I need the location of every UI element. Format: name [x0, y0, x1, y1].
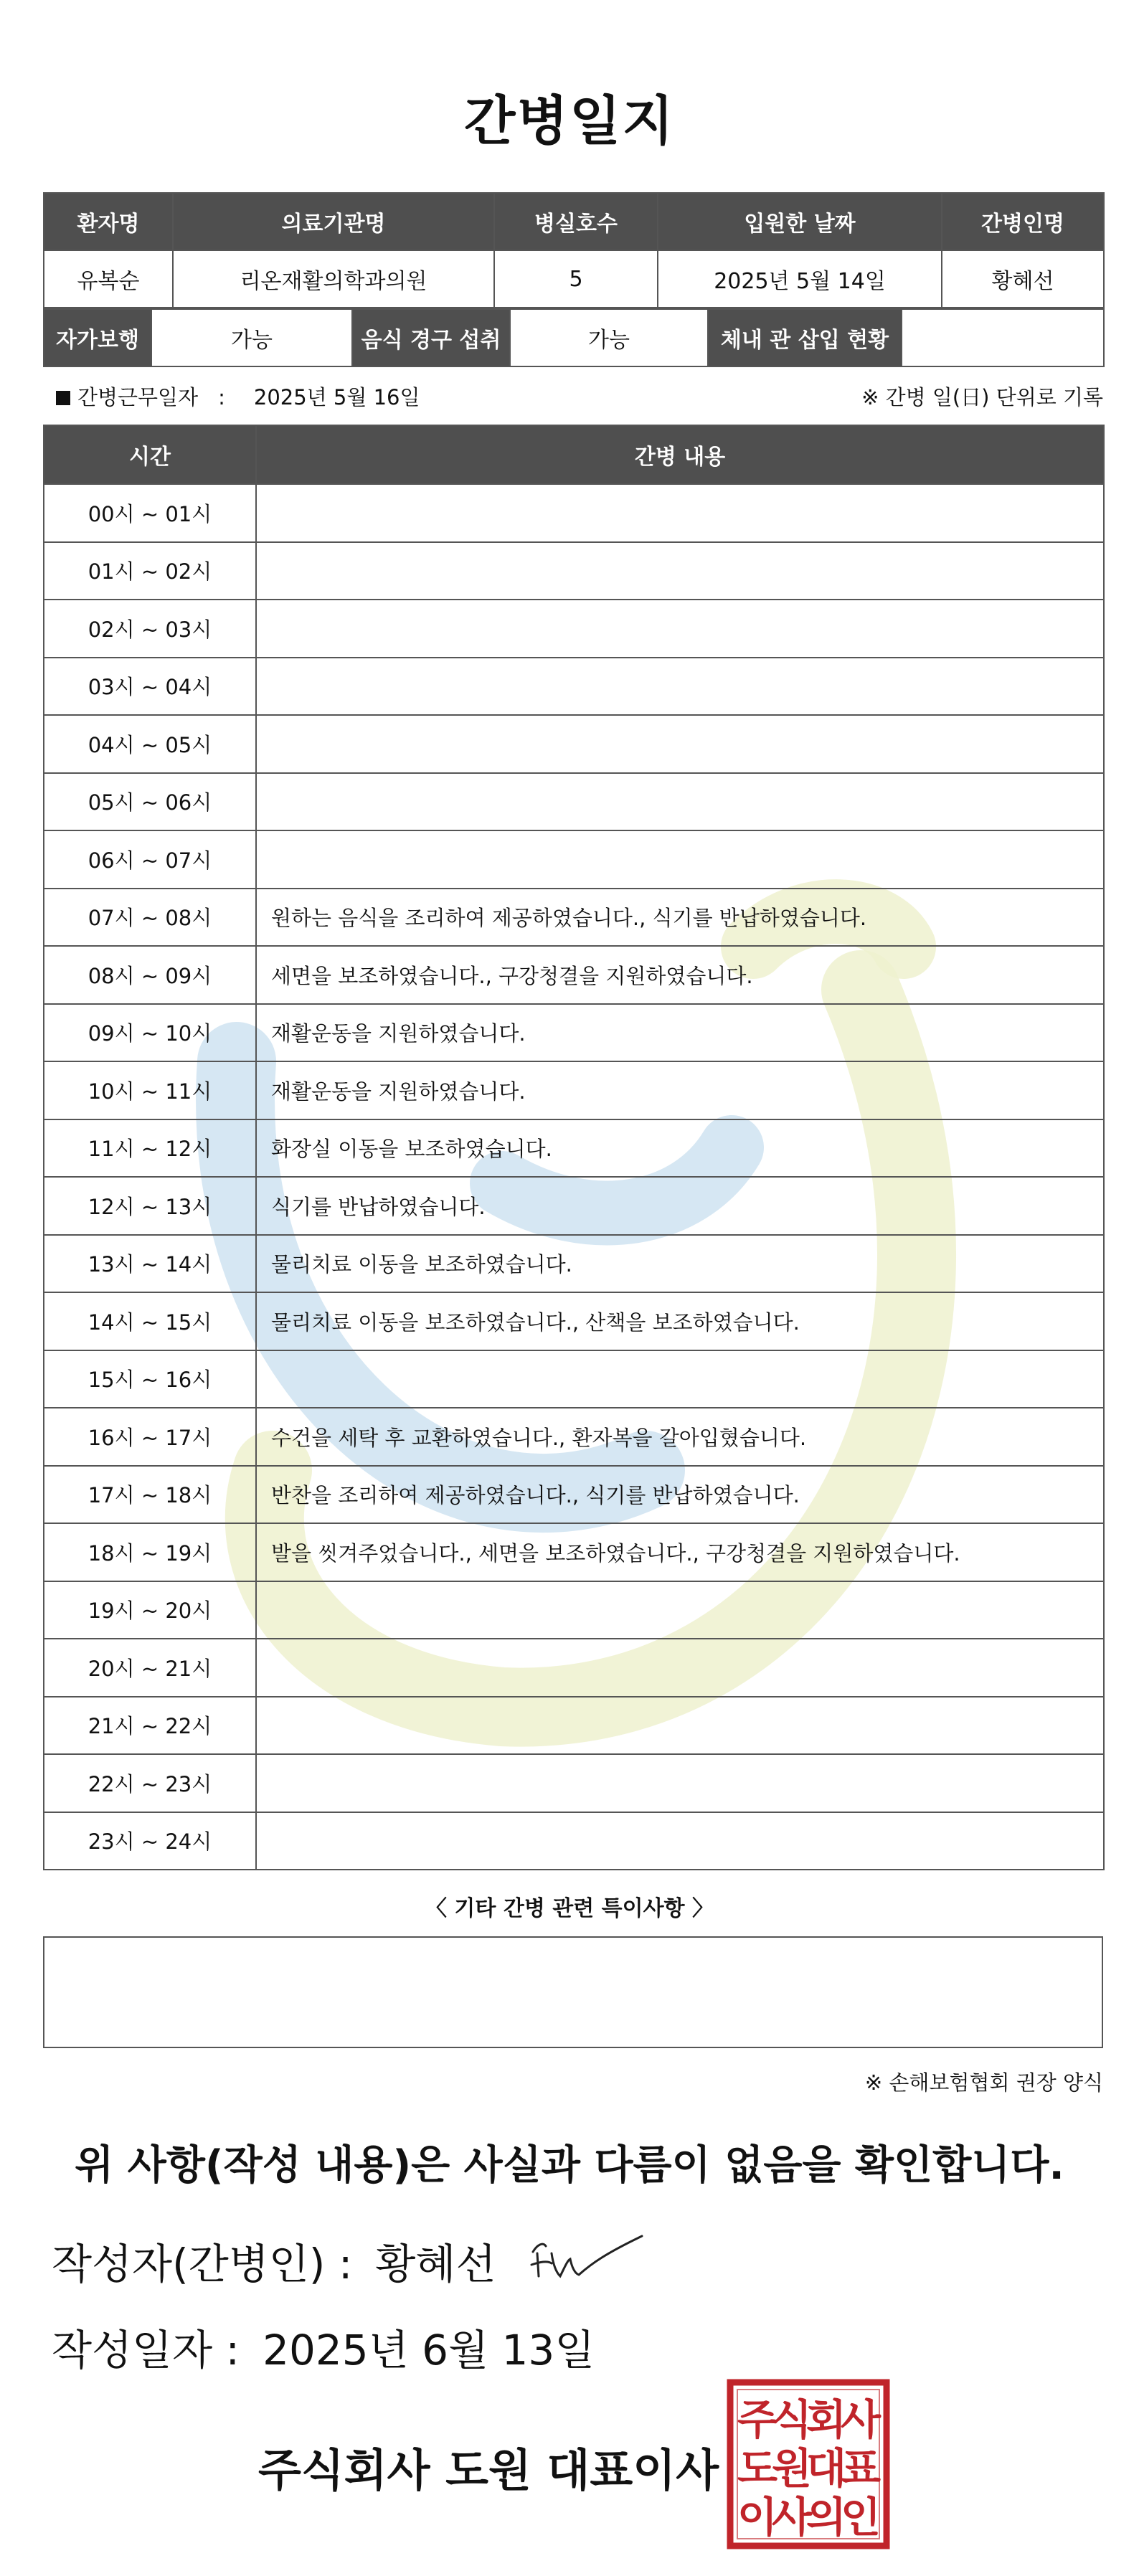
patient-status-table: [43, 308, 1105, 367]
care-log-row: [44, 658, 1104, 716]
document-title: 간병일지: [464, 90, 675, 152]
work-date-colon: :: [218, 385, 225, 409]
care-log-row: [44, 1812, 1104, 1870]
work-date: [56, 382, 420, 411]
care-note: [256, 773, 1104, 831]
work-date-label: 간병근무일자: [77, 385, 199, 409]
confirmation-statement: 위 사항(작성 내용)은 사실과 다름이 없음을 확인합니다.: [75, 2142, 1064, 2189]
patient-name-header: 환자명: [44, 193, 173, 250]
seal-glyph: 도: [737, 2444, 778, 2493]
care-log-row: [44, 1235, 1104, 1293]
time-slot: 15시 ~ 16시: [44, 1350, 256, 1408]
time-slot: 03시 ~ 04시: [44, 658, 256, 716]
time-slot: 11시 ~ 12시: [44, 1119, 256, 1178]
written-date-value: 2025년 6월 13일: [263, 2326, 595, 2374]
care-log-row: [44, 1119, 1104, 1178]
time-slot: 18시 ~ 19시: [44, 1523, 256, 1581]
seal-glyph: 이: [737, 2493, 778, 2542]
care-note: 재활운동을 지원하였습니다.: [256, 1061, 1104, 1119]
seal-glyph: 식: [771, 2395, 813, 2444]
patient-status-row: [44, 309, 1104, 366]
care-note: [256, 484, 1104, 542]
care-log-row: [44, 1061, 1104, 1119]
time-slot: 01시 ~ 02시: [44, 542, 256, 600]
care-log-header-row: [44, 425, 1104, 484]
time-slot: 02시 ~ 03시: [44, 600, 256, 658]
hospital-name-value: 리온재활의학과의원: [173, 250, 494, 308]
seal-glyph: 대: [805, 2444, 847, 2493]
care-note: 물리치료 이동을 보조하였습니다.: [256, 1235, 1104, 1293]
time-slot: 20시 ~ 21시: [44, 1639, 256, 1697]
care-note: [256, 542, 1104, 600]
care-note: [256, 1639, 1104, 1697]
care-note: 물리치료 이동을 보조하였습니다., 산책을 보조하였습니다.: [256, 1292, 1104, 1350]
care-log-row: [44, 1350, 1104, 1408]
seal-glyph: 의: [805, 2493, 847, 2542]
room-number-value: 5: [494, 250, 658, 308]
walking-value: 가능: [151, 309, 352, 366]
oral-intake-label: 음식 경구 섭취: [352, 309, 510, 366]
care-log-row: [44, 1466, 1104, 1524]
patient-info-value-row: [44, 250, 1104, 308]
care-note: [256, 658, 1104, 716]
care-note: [256, 1581, 1104, 1639]
company-seal-stamp: [726, 2378, 891, 2550]
care-log-row: [44, 1004, 1104, 1062]
care-note: [256, 1350, 1104, 1408]
time-slot: 19시 ~ 20시: [44, 1581, 256, 1639]
writer-name: 황혜선: [375, 2240, 496, 2288]
time-slot: 17시 ~ 18시: [44, 1466, 256, 1524]
patient-info-header-row: [44, 193, 1104, 250]
care-note: [256, 1812, 1104, 1870]
care-note: 수건을 세탁 후 교환하였습니다., 환자복을 갈아입혔습니다.: [256, 1408, 1104, 1466]
care-log-row: [44, 773, 1104, 831]
care-log-row: [44, 1697, 1104, 1755]
care-log-row: [44, 1523, 1104, 1581]
seal-glyph: 인: [840, 2493, 882, 2542]
seal-glyph: 원: [771, 2444, 813, 2493]
caregiver-name-value: 황혜선: [942, 250, 1104, 308]
tube-insertion-value: [902, 309, 1104, 366]
admission-date-header: 입원한 날짜: [658, 193, 942, 250]
care-log-row: [44, 1639, 1104, 1697]
time-slot: 09시 ~ 10시: [44, 1004, 256, 1062]
hospital-name-header: 의료기관명: [173, 193, 494, 250]
seal-glyph: 주: [737, 2395, 778, 2444]
care-note: 반찬을 조리하여 제공하였습니다., 식기를 반납하였습니다.: [256, 1466, 1104, 1524]
remarks-title: 〈 기타 간병 관련 특이사항 〉: [425, 1896, 714, 1921]
time-slot: 04시 ~ 05시: [44, 715, 256, 773]
care-note: [256, 600, 1104, 658]
care-note: [256, 830, 1104, 889]
time-slot: 16시 ~ 17시: [44, 1408, 256, 1466]
seal-glyph: 표: [840, 2444, 882, 2493]
care-log-row: [44, 1754, 1104, 1812]
tube-insertion-label: 체내 관 삽입 현황: [708, 309, 902, 366]
care-log-row: [44, 542, 1104, 600]
time-slot: 08시 ~ 09시: [44, 946, 256, 1004]
care-log-row: [44, 1177, 1104, 1235]
care-log-row: [44, 484, 1104, 542]
care-log-row: [44, 1408, 1104, 1466]
time-slot: 12시 ~ 13시: [44, 1177, 256, 1235]
care-log-row: [44, 1292, 1104, 1350]
company-representative: 주식회사 도원 대표이사: [258, 2444, 719, 2496]
care-note: 세면을 보조하였습니다., 구강청결을 지원하였습니다.: [256, 946, 1104, 1004]
care-content-header: 간병 내용: [256, 425, 1104, 484]
care-log-row: [44, 830, 1104, 889]
time-header: 시간: [44, 425, 256, 484]
care-note: 재활운동을 지원하였습니다.: [256, 1004, 1104, 1062]
patient-name-value: 유복순: [44, 250, 173, 308]
care-note: 원하는 음식을 조리하여 제공하였습니다., 식기를 반납하였습니다.: [256, 889, 1104, 947]
time-slot: 23시 ~ 24시: [44, 1812, 256, 1870]
work-date-row: [43, 382, 1103, 415]
record-unit-note: ※ 간병 일(日) 단위로 기록: [861, 385, 1103, 409]
oral-intake-value: 가능: [510, 309, 708, 366]
written-date-line: [52, 2316, 595, 2377]
square-bullet-icon: [56, 391, 70, 405]
care-note: 식기를 반납하였습니다.: [256, 1177, 1104, 1235]
care-note: [256, 1754, 1104, 1812]
form-source-note: ※ 손해보험협회 권장 양식: [864, 2070, 1103, 2095]
time-slot: 22시 ~ 23시: [44, 1754, 256, 1812]
care-log-row: [44, 889, 1104, 947]
work-date-value: 2025년 5월 16일: [253, 385, 420, 409]
seal-glyph: 사: [771, 2493, 813, 2542]
room-number-header: 병실호수: [494, 193, 658, 250]
written-date-label: 작성일자 :: [52, 2326, 240, 2374]
care-note: [256, 1697, 1104, 1755]
care-note: 발을 씻겨주었습니다., 세면을 보조하였습니다., 구강청결을 지원하였습니다.: [256, 1523, 1104, 1581]
time-slot: 21시 ~ 22시: [44, 1697, 256, 1755]
patient-info-table: [43, 192, 1105, 308]
care-log-row: [44, 715, 1104, 773]
writer-label: 작성자(간병인) :: [52, 2240, 353, 2288]
time-slot: 14시 ~ 15시: [44, 1292, 256, 1350]
time-slot: 05시 ~ 06시: [44, 773, 256, 831]
care-log-table: [43, 425, 1105, 1870]
walking-label: 자가보행: [44, 309, 151, 366]
caregiver-name-header: 간병인명: [942, 193, 1104, 250]
handwritten-signature: [527, 2232, 649, 2289]
remarks-box: [43, 1936, 1103, 2048]
admission-date-value: 2025년 5월 14일: [658, 250, 942, 308]
care-log-row: [44, 1581, 1104, 1639]
seal-glyph: 사: [840, 2395, 882, 2444]
time-slot: 13시 ~ 14시: [44, 1235, 256, 1293]
time-slot: 06시 ~ 07시: [44, 830, 256, 889]
care-log-row: [44, 600, 1104, 658]
care-note: [256, 715, 1104, 773]
writer-line: [52, 2230, 496, 2291]
time-slot: 00시 ~ 01시: [44, 484, 256, 542]
time-slot: 07시 ~ 08시: [44, 889, 256, 947]
care-note: 화장실 이동을 보조하였습니다.: [256, 1119, 1104, 1178]
seal-glyph: 회: [805, 2395, 847, 2444]
care-log-row: [44, 946, 1104, 1004]
time-slot: 10시 ~ 11시: [44, 1061, 256, 1119]
